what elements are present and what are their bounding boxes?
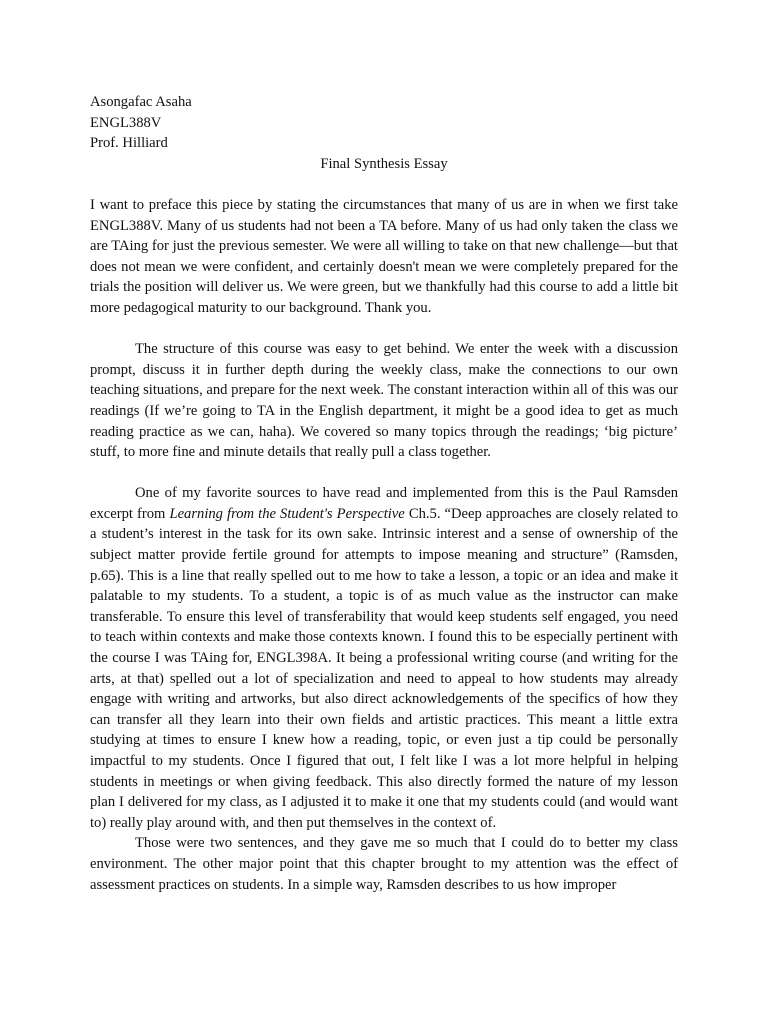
essay-title: Final Synthesis Essay: [320, 155, 448, 172]
paragraph-ramsden-body: Ch.5. “Deep approaches are closely related to a student’s interest in the task for its own sake. Intrinsic interest and a sense of ownership of the subject matter provide fertile ground for attempts to impose meaning and structure” (Ramsden, p.65). This is a line that really spelled out to me how to take a lesson, a topic or an idea and make it palatable to my students. To a student, a topic is of as much value as the instructor can make transferable. To ensure this level of transferability that would keep students self engaged, you need to teach within contexts and make those contexts known. I found this to be especially pertinent with the course I was TAing for, ENGL398A. It being a professional writing course (and writing for the arts, at that) spelled out a lot of specialization and need to appeal to how students may already engage with writing and artworks, but also direct acknowledgements of the specifics of how they can transfer all they learn into their own fields and artistic practices. This meant a little extra studying at times to ensure I knew how a reading, topic, or even just a tip could be personally impactful to my students. Once I figured that out, I felt like I was a lot more helpful in helping students in meetings or when giving feedback. This also directly formed the nature of my lesson plan I delivered for my class, as I adjusted it to make it one that my students could (and would want to) really play around with, and then put themselves in the context of.: [90, 505, 678, 831]
spacer: [90, 174, 678, 195]
paragraph-ramsden-lead: One of my favorite sources to have read and implemented from this is the Paul Ramsden excerpt from: [90, 485, 678, 522]
paragraph-ramsden: [90, 483, 678, 833]
author-name: Asongafac Asaha: [90, 94, 192, 110]
professor-name: Prof. Hilliard: [90, 135, 168, 152]
paragraph-intro: I want to preface this piece by stating the circumstances that many of us are in when we first take ENGL388V. Many of us students had not been a TA before. Many of us had only taken the class we are TAing for just the previous semester. We were all willing to take on that new challenge—but that does not mean we were confident, and certainly doesn't mean we were completely prepared for the trials the position will deliver us. We were green, but we thankfully had this course to add a little bit more pedagogical maturity to our background. Thank you.: [90, 196, 678, 316]
spacer: [90, 463, 678, 484]
paragraph-structure: The structure of this course was easy to get behind. We enter the week with a discussion prompt, discuss it in further depth during the weekly class, make the connections to our own teaching situations, and prepare for the next week. The constant interaction within all of this was our readings (If we’re going to TA in the English department, it might be a good idea to get as much reading practice as we can, haha). We covered so many topics through the readings; ‘big picture’ stuff, to more fine and minute details that really pull a class together.: [90, 341, 678, 461]
paragraph-assessment: Those were two sentences, and they gave me so much that I could do to better my class environment. The other major point that this chapter brought to my attention was the effect of assessment practices on students. In a simple way, Ramsden describes to us how improper: [90, 835, 678, 893]
spacer: [90, 319, 678, 340]
book-title: Learning from the Student's Perspective: [169, 505, 405, 522]
course-code: ENGL388V: [90, 114, 162, 131]
document-page: [90, 92, 678, 895]
